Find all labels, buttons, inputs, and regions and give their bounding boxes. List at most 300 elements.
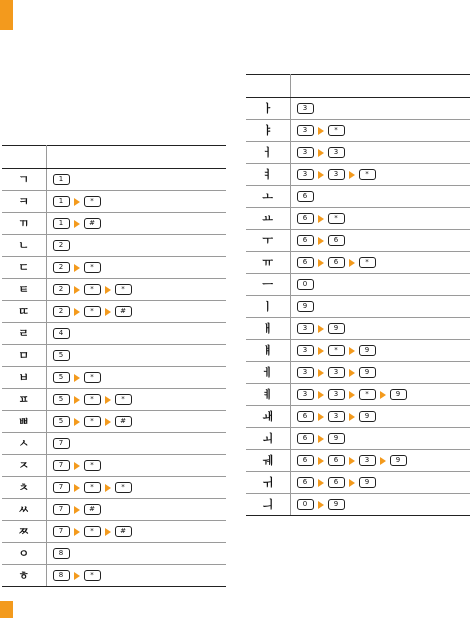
arrow-right-icon [349,479,355,487]
key-label: 6 [302,214,308,222]
key-sequence-cell [290,362,470,384]
key-label: 7 [58,483,64,491]
table-row [2,345,226,367]
hangul-character: ㅇ [2,543,46,565]
arrow-right-icon [318,325,324,333]
hangul-character: ㅑ [246,120,290,142]
key-label: 8 [58,571,64,579]
key-label: * [90,483,94,491]
key-9-icon [390,389,407,400]
arrow-right-icon [318,171,324,179]
key-label: 3 [302,390,308,398]
key-6-icon [328,455,345,466]
arrow-right-icon [105,484,111,492]
key-sequence-cell [290,274,470,296]
key-label: 5 [58,351,64,359]
key-label: # [89,219,95,227]
arrow-right-icon [74,264,80,272]
key-sequence-cell [46,389,226,411]
key-star-icon [115,482,132,493]
arrow-right-icon [74,396,80,404]
key-sequence [297,323,471,334]
table-row [2,301,226,323]
key-label: * [365,258,369,266]
key-label: * [90,527,94,535]
key-sequence-cell [46,323,226,345]
header-character [246,75,290,98]
key-3-icon [297,367,314,378]
arrow-right-icon [74,462,80,470]
key-sequence-cell [46,345,226,367]
table-row [246,120,470,142]
arrow-right-icon [318,435,324,443]
key-1-icon [53,218,70,229]
hangul-character: ㅃ [2,411,46,433]
key-3-icon [297,125,314,136]
key-7-icon [53,438,70,449]
key-sequence [53,416,227,427]
table-row [2,235,226,257]
key-sequence [297,477,471,488]
arrow-right-icon [318,215,324,223]
key-6-icon [328,477,345,488]
hangul-character: ㅌ [2,279,46,301]
hangul-character: ㄱ [2,169,46,191]
key-label: # [120,307,126,315]
arrow-right-icon [74,220,80,228]
key-label: 2 [58,307,64,315]
arrow-right-icon [380,457,386,465]
table-row [2,521,226,543]
key-label: 3 [333,412,339,420]
key-hash-icon [115,416,132,427]
arrow-right-icon [349,347,355,355]
key-label: 6 [333,478,339,486]
key-label: 6 [302,258,308,266]
key-star-icon [84,394,101,405]
hangul-character: ㅖ [246,384,290,406]
key-sequence-cell [46,257,226,279]
table-row [2,191,226,213]
key-star-icon [84,526,101,537]
key-label: * [90,373,94,381]
key-label: 5 [58,373,64,381]
hangul-character: ㅉ [2,521,46,543]
key-label: 9 [302,302,308,310]
table-row [2,477,226,499]
key-2-icon [53,240,70,251]
hangul-character: ㅛ [246,208,290,230]
key-sequence-cell [290,142,470,164]
hangul-character: ㅆ [2,499,46,521]
key-3-icon [297,389,314,400]
key-sequence [53,372,227,383]
arrow-right-icon [74,308,80,316]
key-sequence [53,526,227,537]
arrow-right-icon [74,484,80,492]
key-3-icon [328,389,345,400]
key-4-icon [53,328,70,339]
table-row [2,455,226,477]
key-label: # [120,417,126,425]
arrow-right-icon [74,572,80,580]
key-label: 5 [58,417,64,425]
key-label: * [334,126,338,134]
key-star-icon [84,196,101,207]
table-row [246,362,470,384]
header-keys [290,75,470,98]
key-2-icon [53,306,70,317]
key-3-icon [328,147,345,158]
key-label: * [365,390,369,398]
table-row [2,169,226,191]
header-character [2,146,46,169]
key-sequence-cell [290,252,470,274]
key-label: * [121,483,125,491]
key-6-icon [297,191,314,202]
key-label: 1 [58,219,64,227]
key-sequence [297,455,471,466]
hangul-character: ㅗ [246,186,290,208]
key-label: 6 [302,456,308,464]
arrow-right-icon [74,286,80,294]
key-sequence-cell [46,213,226,235]
hangul-character: ㅣ [246,296,290,318]
key-sequence [53,570,227,581]
key-6-icon [297,455,314,466]
key-label: 9 [364,346,370,354]
key-sequence [297,301,471,312]
key-hash-icon [115,526,132,537]
key-sequence [297,213,471,224]
key-2-icon [53,262,70,273]
key-sequence-cell [290,472,470,494]
table-header-row [2,146,226,169]
arrow-right-icon [318,347,324,355]
key-sequence [53,394,227,405]
arrow-right-icon [74,374,80,382]
arrow-right-icon [105,286,111,294]
key-sequence [297,257,471,268]
key-label: * [121,285,125,293]
hangul-character: ㅐ [246,318,290,340]
key-sequence [297,499,471,510]
key-label: * [365,170,369,178]
hangul-character: ㅈ [2,455,46,477]
key-sequence-cell [290,98,470,120]
key-label: 8 [58,549,64,557]
key-sequence-cell [290,186,470,208]
key-9-icon [359,345,376,356]
key-7-icon [53,482,70,493]
key-label: 6 [333,258,339,266]
key-sequence-cell [290,318,470,340]
arrow-right-icon [318,127,324,135]
key-sequence-cell [290,120,470,142]
table-row [246,494,470,516]
key-3-icon [297,323,314,334]
key-sequence-cell [46,191,226,213]
key-sequence-cell [290,230,470,252]
key-sequence-cell [46,521,226,543]
key-sequence-cell [46,477,226,499]
table-row [246,164,470,186]
key-label: * [90,461,94,469]
arrow-right-icon [318,259,324,267]
hangul-character: ㅓ [246,142,290,164]
key-3-icon [328,169,345,180]
table-row [2,213,226,235]
key-label: 3 [333,368,339,376]
key-6-icon [297,411,314,422]
hangul-character: ㅁ [2,345,46,367]
table-row [246,318,470,340]
vowel-table [246,74,470,516]
key-0-icon [297,499,314,510]
key-7-icon [53,504,70,515]
arrow-right-icon [349,259,355,267]
key-label: 9 [364,412,370,420]
key-3-icon [297,147,314,158]
key-sequence-cell [46,301,226,323]
key-sequence [297,433,471,444]
key-sequence [297,125,471,136]
key-label: # [120,527,126,535]
key-label: 9 [333,434,339,442]
table-row [2,411,226,433]
key-2-icon [53,284,70,295]
key-label: * [90,395,94,403]
key-sequence [53,218,227,229]
consonant-table [2,145,226,587]
table-row [246,208,470,230]
key-sequence-cell [290,384,470,406]
key-sequence [297,389,471,400]
table-row [246,406,470,428]
key-label: * [90,197,94,205]
arrow-right-icon [318,457,324,465]
arrow-right-icon [74,198,80,206]
key-6-icon [297,235,314,246]
key-sequence [53,482,227,493]
table-row [2,367,226,389]
hangul-character: ㄸ [2,301,46,323]
arrow-right-icon [380,391,386,399]
key-label: 2 [58,263,64,271]
key-label: * [334,346,338,354]
key-star-icon [84,460,101,471]
arrow-right-icon [74,528,80,536]
key-sequence-cell [290,406,470,428]
hangul-character: ㅕ [246,164,290,186]
table-row [246,296,470,318]
hangul-character: ㅜ [246,230,290,252]
table-header-row [246,75,470,98]
table-row [2,543,226,565]
key-label: 7 [58,439,64,447]
hangul-character: ㅔ [246,362,290,384]
table-row [246,384,470,406]
hangul-character: ㅒ [246,340,290,362]
arrow-right-icon [349,457,355,465]
hangul-character: ㄹ [2,323,46,345]
key-label: * [90,417,94,425]
key-sequence [297,279,471,290]
key-star-icon [84,306,101,317]
key-label: 9 [364,368,370,376]
table-row [246,230,470,252]
arrow-right-icon [105,528,111,536]
key-3-icon [297,345,314,356]
key-0-icon [297,279,314,290]
key-label: 5 [58,395,64,403]
key-star-icon [84,570,101,581]
arrow-right-icon [318,237,324,245]
key-9-icon [359,367,376,378]
key-1-icon [53,196,70,207]
key-label: 2 [58,285,64,293]
key-label: * [90,571,94,579]
arrow-right-icon [74,506,80,514]
key-label: 3 [333,170,339,178]
key-5-icon [53,372,70,383]
key-sequence [297,411,471,422]
key-star-icon [115,394,132,405]
key-sequence [53,284,227,295]
key-label: 9 [364,478,370,486]
key-sequence [53,306,227,317]
key-label: 3 [302,324,308,332]
key-star-icon [359,169,376,180]
arrow-right-icon [318,501,324,509]
key-label: * [90,285,94,293]
key-6-icon [297,257,314,268]
hangul-character: ㅏ [246,98,290,120]
key-sequence-cell [290,208,470,230]
arrow-right-icon [105,396,111,404]
hangul-character: ㅎ [2,565,46,587]
key-label: * [121,395,125,403]
hangul-character: ㄷ [2,257,46,279]
key-label: 6 [302,192,308,200]
table-row [2,257,226,279]
key-hash-icon [84,504,101,515]
hangul-character: ㅢ [246,494,290,516]
section-tab-bottom [0,601,13,618]
key-label: 9 [333,324,339,332]
key-label: 1 [58,197,64,205]
key-star-icon [359,389,376,400]
arrow-right-icon [74,418,80,426]
key-label: 6 [302,236,308,244]
table-row [2,389,226,411]
key-label: 6 [333,236,339,244]
key-7-icon [53,460,70,471]
table-row [2,279,226,301]
key-label: * [90,307,94,315]
key-star-icon [359,257,376,268]
key-6-icon [328,257,345,268]
key-sequence-cell [46,279,226,301]
key-label: 0 [302,500,308,508]
key-star-icon [328,213,345,224]
table-row [246,428,470,450]
key-star-icon [328,345,345,356]
key-sequence-cell [46,411,226,433]
table-row [246,98,470,120]
key-label: 4 [58,329,64,337]
key-sequence-cell [290,494,470,516]
key-9-icon [328,323,345,334]
key-sequence [297,103,471,114]
key-3-icon [297,169,314,180]
arrow-right-icon [318,391,324,399]
key-star-icon [84,416,101,427]
arrow-right-icon [318,369,324,377]
key-sequence [297,367,471,378]
table-row [246,142,470,164]
table-row [2,565,226,587]
hangul-character: ㅊ [2,477,46,499]
key-label: 1 [58,175,64,183]
arrow-right-icon [349,413,355,421]
key-label: 3 [302,170,308,178]
hangul-character: ㅅ [2,433,46,455]
key-3-icon [328,411,345,422]
key-6-icon [297,433,314,444]
key-sequence [53,196,227,207]
key-label: 9 [395,456,401,464]
arrow-right-icon [318,479,324,487]
key-6-icon [297,213,314,224]
arrow-right-icon [349,369,355,377]
hangul-character: ㄴ [2,235,46,257]
key-label: 0 [302,280,308,288]
key-hash-icon [115,306,132,317]
key-sequence [53,460,227,471]
key-label: 2 [58,241,64,249]
key-label: 3 [302,368,308,376]
key-sequence-cell [46,565,226,587]
key-sequence-cell [46,367,226,389]
key-sequence-cell [290,164,470,186]
table-row [2,433,226,455]
key-label: 6 [333,456,339,464]
key-9-icon [297,301,314,312]
key-label: 3 [302,126,308,134]
key-sequence-cell [290,296,470,318]
arrow-right-icon [318,413,324,421]
key-3-icon [328,367,345,378]
key-label: 3 [333,390,339,398]
key-3-icon [297,103,314,114]
key-8-icon [53,548,70,559]
key-9-icon [359,411,376,422]
key-3-icon [359,455,376,466]
table-row [246,472,470,494]
hangul-character: ㅙ [246,406,290,428]
key-sequence [53,174,227,185]
arrow-right-icon [349,171,355,179]
key-star-icon [115,284,132,295]
key-sequence [53,548,227,559]
key-sequence-cell [290,428,470,450]
header-keys [46,146,226,169]
arrow-right-icon [318,149,324,157]
hangul-character: ㅍ [2,389,46,411]
key-label: 3 [364,456,370,464]
key-sequence-cell [290,450,470,472]
